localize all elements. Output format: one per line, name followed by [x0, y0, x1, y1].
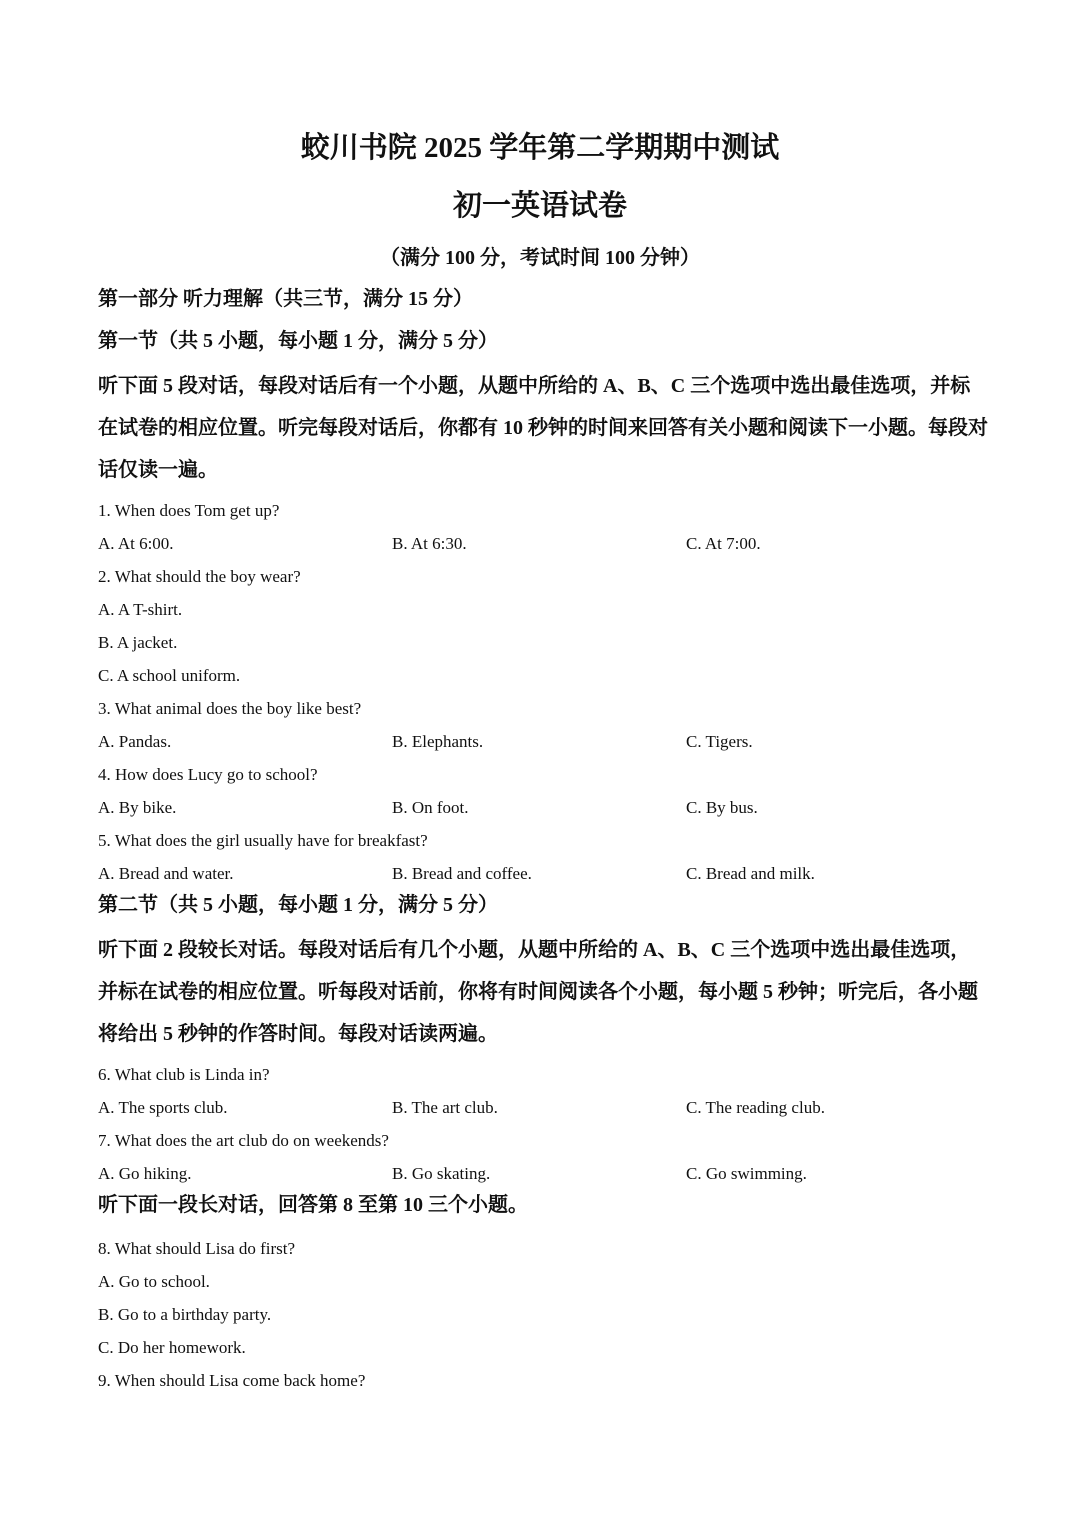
- option-c: C. At 7:00.: [686, 534, 761, 553]
- option-b: B. Elephants.: [392, 732, 484, 751]
- question-9-stem: 9. When should Lisa come back home?: [98, 1371, 366, 1390]
- option-a: A. Go hiking.: [98, 1164, 192, 1183]
- section1-heading: 第一节（共 5 小题，每小题 1 分，满分 5 分）: [98, 330, 498, 352]
- option-b: B. On foot.: [392, 798, 469, 817]
- option-a: A. A T-shirt.: [98, 600, 183, 619]
- option-a: A. By bike.: [98, 798, 177, 817]
- question-7-options: [98, 1157, 988, 1190]
- option-a: A. Go to school.: [98, 1272, 210, 1291]
- option-b: B. At 6:30.: [392, 534, 467, 553]
- option-c: C. A school uniform.: [98, 666, 241, 685]
- option-a: A. Pandas.: [98, 732, 172, 751]
- question-4-options: [98, 791, 988, 824]
- part1-heading: 第一部分 听力理解（共三节，满分 15 分）: [98, 288, 473, 310]
- question-1-options: [98, 527, 988, 560]
- question-2-stem: 2. What should the boy wear?: [98, 567, 301, 586]
- question-1-stem: 1. When does Tom get up?: [98, 501, 280, 520]
- option-a: A. Bread and water.: [98, 864, 234, 883]
- option-c: C. Bread and milk.: [686, 864, 815, 883]
- section2-heading: 第二节（共 5 小题，每小题 1 分，满分 5 分）: [98, 894, 498, 916]
- section1-instructions: 听下面 5 段对话，每段对话后有一个小题，从题中所给的 A、B、C 三个选项中选出最佳选项，并标在试卷的相应位置。听完每段对话后，你都有 10 秒钟的时间来回答有关小题和阅读下一小题。每段对话仅读一遍。: [98, 375, 988, 481]
- question-3-stem: 3. What animal does the boy like best?: [98, 699, 362, 718]
- question-7-stem: 7. What does the art club do on weekends?: [98, 1131, 389, 1150]
- option-c: C. Do her homework.: [98, 1338, 246, 1357]
- section2-instructions: 听下面 2 段较长对话。每段对话后有几个小题，从题中所给的 A、B、C 三个选项中选出最佳选项，并标在试卷的相应位置。听每段对话前，你将有时间阅读各个小题，每小题 5 秒钟；听完后，各小题将给出 5 秒钟的作答时间。每段对话读两遍。: [98, 939, 978, 1045]
- question-5-options: [98, 857, 988, 890]
- question-4-stem: 4. How does Lucy go to school?: [98, 765, 318, 784]
- option-b: B. Go skating.: [392, 1164, 491, 1183]
- option-c: C. Go swimming.: [686, 1164, 807, 1183]
- question-8-stem: 8. What should Lisa do first?: [98, 1239, 296, 1258]
- option-a: A. The sports club.: [98, 1098, 228, 1117]
- option-c: C. The reading club.: [686, 1098, 825, 1117]
- question-3-options: [98, 725, 988, 758]
- option-a: A. At 6:00.: [98, 534, 174, 553]
- question-5-stem: 5. What does the girl usually have for breakfast?: [98, 831, 428, 850]
- option-c: C. Tigers.: [686, 732, 753, 751]
- question-6-options: [98, 1091, 988, 1124]
- exam-note: （满分 100 分，考试时间 100 分钟）: [380, 247, 700, 269]
- exam-body: [98, 284, 988, 1397]
- section2-sub-instruction: 听下面一段长对话，回答第 8 至第 10 三个小题。: [98, 1194, 528, 1216]
- option-b: B. The art club.: [392, 1098, 498, 1117]
- option-b: B. Go to a birthday party.: [98, 1305, 272, 1324]
- exam-title: 蛟川书院 2025 学年第二学期期中测试: [300, 132, 780, 164]
- question-6-stem: 6. What club is Linda in?: [98, 1065, 270, 1084]
- option-b: B. A jacket.: [98, 633, 178, 652]
- exam-subject-title: 初一英语试卷: [452, 190, 627, 222]
- option-c: C. By bus.: [686, 798, 758, 817]
- option-b: B. Bread and coffee.: [392, 864, 532, 883]
